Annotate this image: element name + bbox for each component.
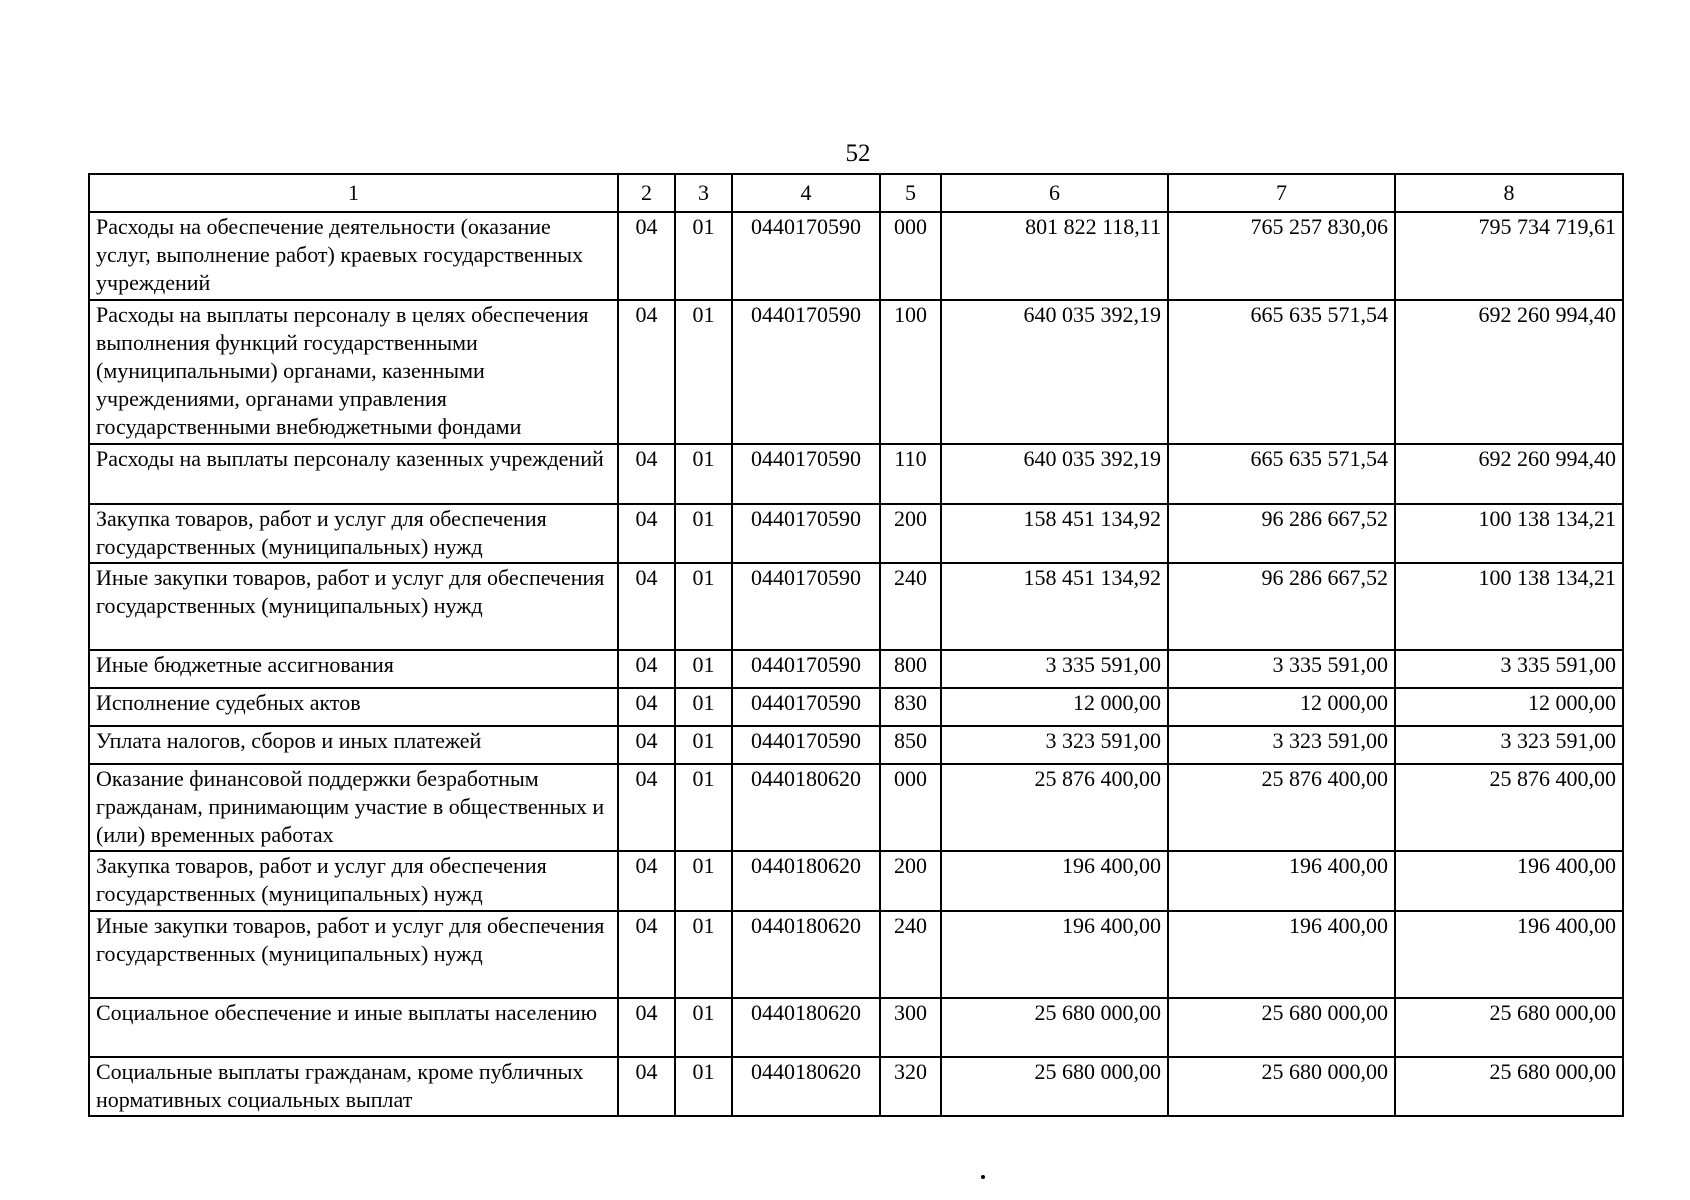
amount-col-7: 25 680 000,00 <box>1168 1057 1395 1116</box>
expense-type-code: 850 <box>880 726 941 764</box>
amount-col-6: 3 335 591,00 <box>941 650 1168 688</box>
subsection-code: 01 <box>675 998 732 1057</box>
amount-col-7: 665 635 571,54 <box>1168 300 1395 444</box>
table-row <box>89 563 1623 650</box>
subsection-code: 01 <box>675 563 732 650</box>
expense-type-code: 830 <box>880 688 941 726</box>
table-row <box>89 726 1623 764</box>
header-row <box>89 174 1623 212</box>
expense-type-code: 800 <box>880 650 941 688</box>
expense-name: Иные закупки товаров, работ и услуг для обеспечения государственных (муниципальных) нужд <box>89 911 618 998</box>
amount-col-6: 12 000,00 <box>941 688 1168 726</box>
table-header <box>89 174 1623 212</box>
table-row <box>89 650 1623 688</box>
subsection-code: 01 <box>675 851 732 911</box>
header-col-7: 7 <box>1168 174 1395 212</box>
expense-name: Иные закупки товаров, работ и услуг для обеспечения государственных (муниципальных) нужд <box>89 563 618 650</box>
amount-col-6: 3 323 591,00 <box>941 726 1168 764</box>
table-row <box>89 911 1623 998</box>
section-code: 04 <box>618 726 675 764</box>
expense-name: Расходы на обеспечение деятельности (оказание услуг, выполнение работ) краевых государственных учреждений <box>89 212 618 300</box>
expense-type-code: 320 <box>880 1057 941 1116</box>
amount-col-7: 765 257 830,06 <box>1168 212 1395 300</box>
amount-col-8: 25 680 000,00 <box>1395 998 1623 1057</box>
amount-col-6: 196 400,00 <box>941 851 1168 911</box>
section-code: 04 <box>618 998 675 1057</box>
table-row <box>89 300 1623 444</box>
target-article-code: 0440180620 <box>732 851 880 911</box>
amount-col-8: 3 323 591,00 <box>1395 726 1623 764</box>
amount-col-8: 12 000,00 <box>1395 688 1623 726</box>
amount-col-8: 692 260 994,40 <box>1395 444 1623 504</box>
subsection-code: 01 <box>675 212 732 300</box>
amount-col-7: 96 286 667,52 <box>1168 563 1395 650</box>
amount-col-7: 196 400,00 <box>1168 911 1395 998</box>
amount-col-8: 25 680 000,00 <box>1395 1057 1623 1116</box>
header-col-8: 8 <box>1395 174 1623 212</box>
target-article-code: 0440170590 <box>732 444 880 504</box>
amount-col-6: 25 876 400,00 <box>941 764 1168 851</box>
amount-col-7: 25 680 000,00 <box>1168 998 1395 1057</box>
expense-type-code: 200 <box>880 504 941 563</box>
table-row <box>89 212 1623 300</box>
target-article-code: 0440180620 <box>732 998 880 1057</box>
expense-type-code: 100 <box>880 300 941 444</box>
amount-col-6: 801 822 118,11 <box>941 212 1168 300</box>
amount-col-8: 100 138 134,21 <box>1395 504 1623 563</box>
amount-col-8: 196 400,00 <box>1395 911 1623 998</box>
expense-type-code: 240 <box>880 911 941 998</box>
amount-col-6: 640 035 392,19 <box>941 300 1168 444</box>
amount-col-6: 196 400,00 <box>941 911 1168 998</box>
scan-speck <box>981 1175 985 1179</box>
amount-col-8: 25 876 400,00 <box>1395 764 1623 851</box>
target-article-code: 0440180620 <box>732 764 880 851</box>
target-article-code: 0440170590 <box>732 563 880 650</box>
expense-name: Закупка товаров, работ и услуг для обеспечения государственных (муниципальных) нужд <box>89 504 618 563</box>
section-code: 04 <box>618 764 675 851</box>
section-code: 04 <box>618 504 675 563</box>
target-article-code: 0440180620 <box>732 1057 880 1116</box>
expense-name: Социальное обеспечение и иные выплаты населению <box>89 998 618 1057</box>
amount-col-7: 3 323 591,00 <box>1168 726 1395 764</box>
expense-name: Закупка товаров, работ и услуг для обеспечения государственных (муниципальных) нужд <box>89 851 618 911</box>
amount-col-6: 25 680 000,00 <box>941 998 1168 1057</box>
budget-table <box>88 173 1624 1117</box>
expense-name: Расходы на выплаты персоналу в целях обеспечения выполнения функций государственными (муниципальными) органами, казенными учреждениями, органами управления государственными внебюджетными фондами <box>89 300 618 444</box>
subsection-code: 01 <box>675 911 732 998</box>
section-code: 04 <box>618 444 675 504</box>
section-code: 04 <box>618 688 675 726</box>
section-code: 04 <box>618 563 675 650</box>
expense-name: Уплата налогов, сборов и иных платежей <box>89 726 618 764</box>
table-row <box>89 851 1623 911</box>
amount-col-7: 96 286 667,52 <box>1168 504 1395 563</box>
expense-name: Расходы на выплаты персоналу казенных учреждений <box>89 444 618 504</box>
subsection-code: 01 <box>675 764 732 851</box>
subsection-code: 01 <box>675 688 732 726</box>
subsection-code: 01 <box>675 504 732 563</box>
target-article-code: 0440170590 <box>732 300 880 444</box>
subsection-code: 01 <box>675 650 732 688</box>
section-code: 04 <box>618 650 675 688</box>
target-article-code: 0440170590 <box>732 212 880 300</box>
table-row <box>89 504 1623 563</box>
section-code: 04 <box>618 300 675 444</box>
amount-col-8: 692 260 994,40 <box>1395 300 1623 444</box>
amount-col-7: 665 635 571,54 <box>1168 444 1395 504</box>
page-number: 52 <box>845 140 871 167</box>
target-article-code: 0440180620 <box>732 911 880 998</box>
table-row <box>89 998 1623 1057</box>
header-col-1: 1 <box>89 174 618 212</box>
expense-type-code: 110 <box>880 444 941 504</box>
header-col-6: 6 <box>941 174 1168 212</box>
section-code: 04 <box>618 911 675 998</box>
target-article-code: 0440170590 <box>732 726 880 764</box>
amount-col-6: 158 451 134,92 <box>941 504 1168 563</box>
amount-col-7: 12 000,00 <box>1168 688 1395 726</box>
amount-col-7: 3 335 591,00 <box>1168 650 1395 688</box>
expense-name: Исполнение судебных актов <box>89 688 618 726</box>
expense-type-code: 000 <box>880 764 941 851</box>
target-article-code: 0440170590 <box>732 650 880 688</box>
expense-type-code: 300 <box>880 998 941 1057</box>
table-row <box>89 688 1623 726</box>
target-article-code: 0440170590 <box>732 688 880 726</box>
target-article-code: 0440170590 <box>732 504 880 563</box>
expense-type-code: 200 <box>880 851 941 911</box>
expense-type-code: 000 <box>880 212 941 300</box>
table-row <box>89 764 1623 851</box>
amount-col-7: 25 876 400,00 <box>1168 764 1395 851</box>
subsection-code: 01 <box>675 444 732 504</box>
amount-col-8: 3 335 591,00 <box>1395 650 1623 688</box>
expense-name: Иные бюджетные ассигнования <box>89 650 618 688</box>
subsection-code: 01 <box>675 726 732 764</box>
section-code: 04 <box>618 212 675 300</box>
header-col-2: 2 <box>618 174 675 212</box>
header-col-4: 4 <box>732 174 880 212</box>
amount-col-8: 795 734 719,61 <box>1395 212 1623 300</box>
expense-name: Оказание финансовой поддержки безработным гражданам, принимающим участие в общественных и (или) временных работах <box>89 764 618 851</box>
table-body <box>89 212 1623 1116</box>
header-col-3: 3 <box>675 174 732 212</box>
header-col-5: 5 <box>880 174 941 212</box>
amount-col-7: 196 400,00 <box>1168 851 1395 911</box>
amount-col-6: 158 451 134,92 <box>941 563 1168 650</box>
section-code: 04 <box>618 851 675 911</box>
section-code: 04 <box>618 1057 675 1116</box>
expense-type-code: 240 <box>880 563 941 650</box>
amount-col-6: 640 035 392,19 <box>941 444 1168 504</box>
subsection-code: 01 <box>675 1057 732 1116</box>
amount-col-8: 196 400,00 <box>1395 851 1623 911</box>
table-row <box>89 444 1623 504</box>
amount-col-8: 100 138 134,21 <box>1395 563 1623 650</box>
amount-col-6: 25 680 000,00 <box>941 1057 1168 1116</box>
subsection-code: 01 <box>675 300 732 444</box>
expense-name: Социальные выплаты гражданам, кроме публичных нормативных социальных выплат <box>89 1057 618 1116</box>
table-row <box>89 1057 1623 1116</box>
